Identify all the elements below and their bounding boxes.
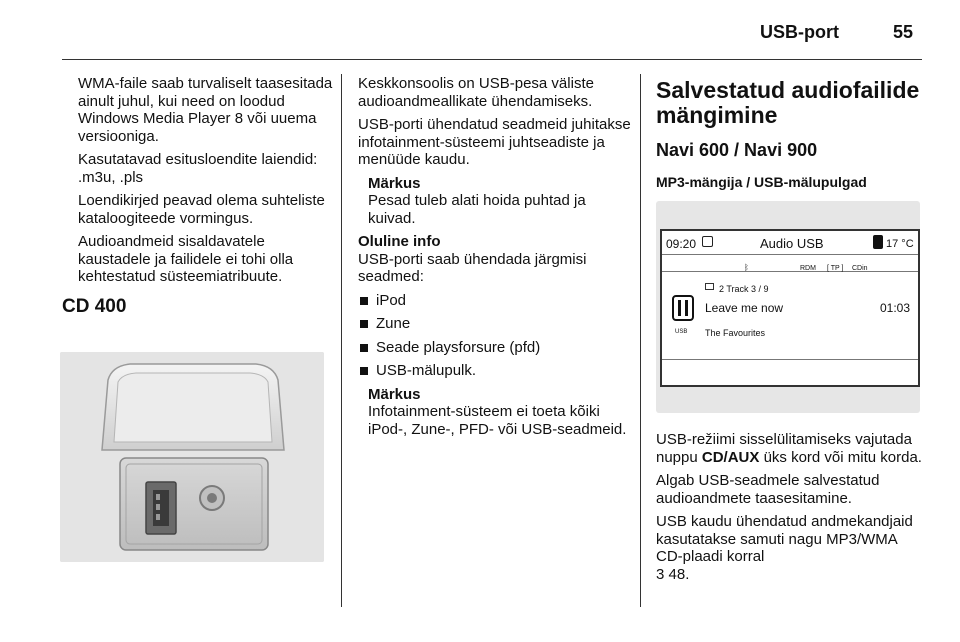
clock-icon (702, 236, 713, 247)
column-3 (656, 74, 926, 589)
list-item: USB-mälupulk. (358, 362, 634, 380)
paragraph (656, 431, 926, 466)
screen-temperature: 17 °C (886, 238, 914, 250)
usb-source-icon (672, 295, 694, 321)
phone-icon (873, 235, 883, 249)
folder-icon (705, 283, 714, 290)
track-info: 2 Track 3 / 9 (719, 284, 769, 294)
note-body: Infotainment-süsteem ei toeta kõiki iPod-, Zune-, PFD- või USB-seadmeid. (368, 403, 627, 438)
display-screenshot (656, 201, 920, 413)
paragraph-text: USB kaudu ühendatud andmekandjaid kasutatakse samuti nagu MP3/WMA CD-plaadi korral (656, 513, 913, 565)
paragraph: Loendikirjed peavad olema suhteliste kataloogiteede vormingus. (78, 192, 325, 227)
page-reference: 3 48. (656, 565, 690, 583)
screen-top-bar (662, 231, 918, 255)
column-2 (358, 75, 634, 444)
usb-source-label: USB (675, 329, 688, 335)
paragraph-text: üks kord või mitu korda. (759, 448, 922, 466)
paragraph: Audioandmeid sisaldavatele kaustadele ja failidele ei tohi olla kehtestatud süsteemiatribuute. (78, 233, 294, 285)
note-body: Pesad tuleb alati hoida puhtad ja kuivad. (368, 192, 586, 227)
paragraph: WMA-faile saab turvaliselt taasesitada ainult juhul, kui need on loodud Windows Media Player 8 või uuema versiooniga. (78, 75, 333, 145)
section-subtitle: Navi 600 / Navi 900 (656, 140, 818, 160)
tp-indicator: [ TP ] (827, 265, 844, 272)
cdin-indicator: CDin (852, 265, 868, 272)
screen-status-bar (662, 256, 918, 272)
header-rule (62, 59, 922, 60)
column-divider (341, 74, 342, 607)
screen-time: 09:20 (666, 237, 697, 251)
note-title: Märkus (368, 174, 421, 192)
rdm-indicator: RDM (800, 265, 816, 272)
list-item: Zune (358, 315, 634, 333)
section-subsubtitle: MP3-mängija / USB-mälupulgad (656, 173, 867, 190)
section-title: Salvestatud audiofailide mängimine (656, 77, 920, 128)
list-item: iPod (358, 292, 634, 310)
screen-bottom-rule (662, 359, 918, 360)
song-title: Leave me now (705, 301, 784, 315)
paragraph: Keskkonsoolis on USB-pesa väliste audioandmeallikate ühendamiseks. (358, 75, 594, 110)
paragraph: USB-porti ühendatud seadmeid juhitakse infotainment-süsteemi juhtseadiste ja menüüde kaudu. (358, 116, 631, 168)
album-title: The Favourites (705, 328, 766, 338)
paragraph: Kasutatavad esitusloendite laiendid: .m3u, .pls (78, 151, 318, 186)
button-name-cd-aux: CD/AUX (701, 448, 760, 466)
audio-usb-screen (660, 229, 920, 387)
usb-port-photo (60, 352, 324, 562)
page-number: 55 (893, 22, 914, 42)
note-title: Märkus (368, 385, 421, 403)
column-divider (640, 74, 641, 607)
paragraph: USB-porti saab ühendada järgmisi seadmed: (358, 250, 587, 285)
paragraph-text: USB-režiimi sisselülitamiseks vajutada nuppu (656, 431, 912, 466)
section-heading: CD 400 (62, 295, 127, 317)
list-item: Seade playsforsure (pfd) (358, 339, 634, 357)
screen-title: Audio USB (760, 236, 824, 251)
usb-port-illustration (60, 352, 324, 562)
column-1 (62, 75, 334, 325)
bluetooth-icon: ᛒ (744, 263, 749, 272)
paragraph: Algab USB-seadmele salvestatud audioandmete taasesitamine. (656, 472, 880, 507)
important-title: Oluline info (358, 233, 441, 250)
paragraph (656, 513, 926, 583)
elapsed-time: 01:03 (880, 301, 911, 315)
page-header-title: USB-port (760, 22, 839, 42)
